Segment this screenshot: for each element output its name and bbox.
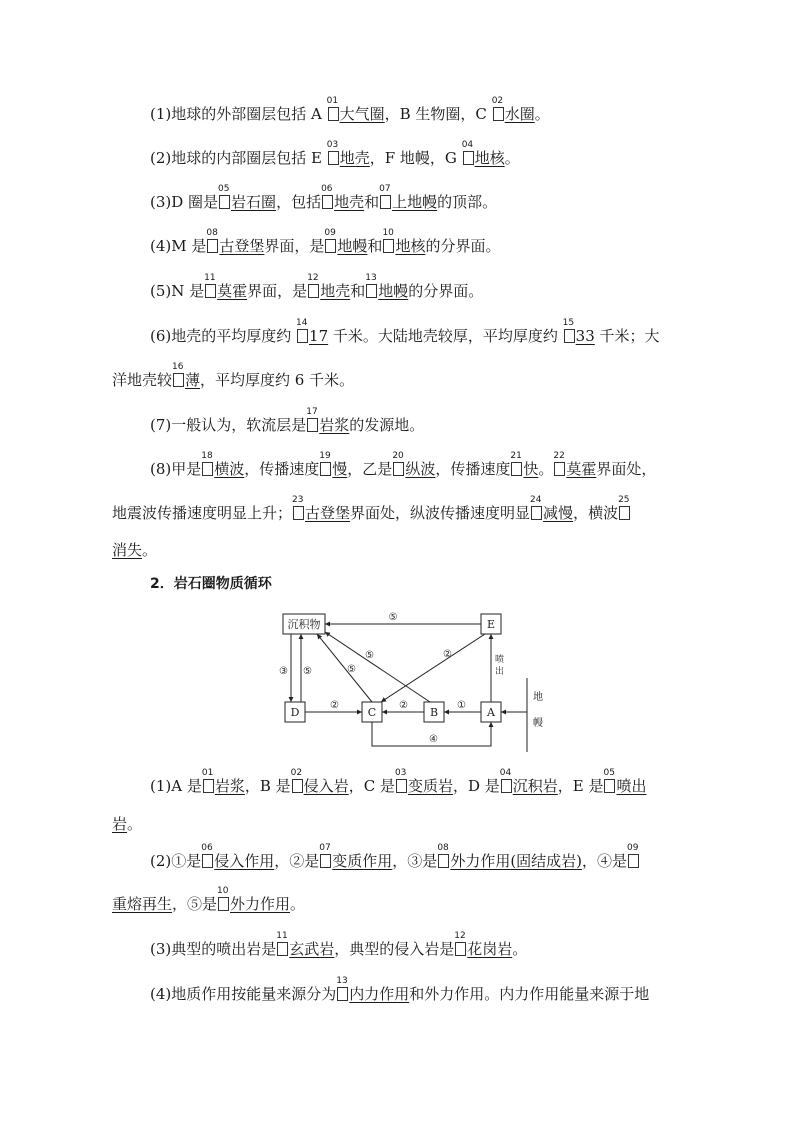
label-4: ④: [429, 734, 438, 745]
blank-box[interactable]: 11: [205, 284, 216, 298]
label-eruption-2: 出: [495, 667, 505, 677]
blank-box[interactable]: 12: [308, 284, 319, 298]
q1-8-line2: 地震波传播速度明显上升； 23 古登堡界面处，纵波传播速度明显 24 减慢，横波 25: [112, 495, 630, 522]
q2-2-line2: 重熔再生，⑤是 10 外力作用。: [112, 886, 306, 913]
q1-5: (5)N 是 11 莫霍界面，是 12 地壳和 13 地幔的分界面。: [150, 273, 484, 300]
blank-box[interactable]: 05: [219, 195, 230, 209]
blank-box[interactable]: 04: [463, 151, 474, 165]
node-D-label: D: [290, 706, 300, 719]
node-E-label: E: [486, 618, 496, 631]
label-5-c: ⑤: [365, 650, 374, 661]
arrow-E-C: [381, 634, 485, 702]
blank-box[interactable]: 10: [383, 239, 394, 253]
blank-box[interactable]: 02: [493, 107, 504, 121]
rock-cycle-diagram: [275, 602, 543, 752]
blank-box[interactable]: 09: [628, 854, 639, 868]
q2-3: (3)典型的喷出岩是 11 玄武岩，典型的侵入岩是 12 花岗岩。: [150, 931, 528, 958]
label-3: ③: [279, 666, 288, 677]
q1-8: (8)甲是 18 横波，传播速度 19 慢，乙是 20 纵波，传播速度 21 快。 22 莫霍界面处，: [150, 451, 657, 478]
q1-3: (3)D 圈是 05 岩石圈，包括 06 地壳和 07 上地幔的顶部。: [150, 184, 498, 211]
blank-box[interactable]: 06: [322, 195, 333, 209]
blank-box[interactable]: 18: [202, 462, 213, 476]
blank-box[interactable]: 25: [619, 506, 630, 520]
blank-box[interactable]: 24: [531, 506, 542, 520]
label-1: ①: [457, 700, 466, 711]
q2-4: (4)地质作用按能量来源分为 13 内力作用和外力作用。内力作用能量来源于地: [150, 976, 650, 1003]
blank-box[interactable]: 13: [366, 284, 377, 298]
q1-1: (1)地球的外部圈层包括 A 01 大气圈，B 生物圈，C 02 水圈。: [150, 96, 550, 123]
q1-4: (4)M 是 08 古登堡界面，是 09 地幔和 10 地核的分界面。: [150, 228, 501, 255]
label-mantle-2: 幔: [533, 718, 543, 729]
q1-2: (2)地球的内部圈层包括 E 03 地壳，F 地幔，G 04 地核。: [150, 140, 520, 167]
blank-box[interactable]: 07: [380, 195, 391, 209]
blank-box[interactable]: 01: [328, 107, 339, 121]
label-eruption-1: 喷: [495, 655, 505, 665]
blank-box[interactable]: 14: [297, 329, 308, 343]
blank-box[interactable]: 07: [320, 854, 331, 868]
q1-6: (6)地壳的平均厚度约 14 17 千米。大陆地壳较厚，平均厚度约 15 33 千米；大: [150, 318, 660, 345]
section-title: 2．岩石圈物质循环: [150, 576, 272, 592]
blank-box[interactable]: 19: [320, 462, 331, 476]
blank-box[interactable]: 16: [173, 373, 184, 387]
label-mantle-1: 地: [533, 692, 543, 703]
blank-box[interactable]: 04: [501, 779, 512, 793]
blank-box[interactable]: 05: [604, 779, 615, 793]
q2-1: (1)A 是 01 岩浆，B 是 02 侵入岩，C 是 03 变质岩，D 是 04 沉积岩，E 是 05 喷出: [150, 768, 647, 795]
arrow-B-sediment: [325, 632, 430, 702]
node-sediment-label: 沉积物: [287, 618, 321, 631]
blank-box[interactable]: 20: [393, 462, 404, 476]
label-2-a: ②: [443, 649, 452, 660]
label-5-top: ⑤: [388, 612, 398, 623]
blank-box[interactable]: 01: [203, 779, 214, 793]
q1-8-line3: 消失。: [112, 541, 158, 559]
blank-box[interactable]: 17: [307, 418, 318, 432]
q2-1-line2: 岩。: [112, 815, 143, 833]
blank-box[interactable]: 22: [554, 462, 565, 476]
q2-2: (2)①是 06 侵入作用，②是 07 变质作用，③是 08 外力作用(固结成岩)，④是 09: [150, 843, 639, 870]
blank-box[interactable]: 08: [207, 239, 218, 253]
q1-7: (7)一般认为，软流层是 17 岩浆的发源地。: [150, 407, 425, 434]
arrow-C-sediment: [317, 634, 372, 702]
blank-box[interactable]: 15: [564, 329, 575, 343]
label-5-a: ⑤: [303, 666, 312, 677]
blank-box[interactable]: 08: [438, 854, 449, 868]
blank-box[interactable]: 03: [328, 151, 339, 165]
label-2-c: ②: [399, 700, 408, 711]
blank-box[interactable]: 09: [325, 239, 336, 253]
blank-box[interactable]: 06: [202, 854, 213, 868]
blank-box[interactable]: 23: [293, 506, 304, 520]
blank-box[interactable]: 21: [511, 462, 522, 476]
label-2-b: ②: [330, 700, 339, 711]
node-A-label: A: [487, 706, 495, 719]
node-C-label: C: [367, 706, 377, 719]
blank-box[interactable]: 11: [277, 942, 288, 956]
label-5-b: ⑤: [347, 664, 356, 675]
q1-6-line2: 洋地壳较 16 薄，平均厚度约 6 千米。: [112, 362, 355, 389]
blank-box[interactable]: 12: [455, 942, 466, 956]
blank-box[interactable]: 13: [337, 987, 348, 1001]
blank-box[interactable]: 10: [218, 897, 229, 911]
blank-box[interactable]: 03: [396, 779, 407, 793]
node-B-label: B: [429, 706, 439, 719]
blank-box[interactable]: 02: [292, 779, 303, 793]
